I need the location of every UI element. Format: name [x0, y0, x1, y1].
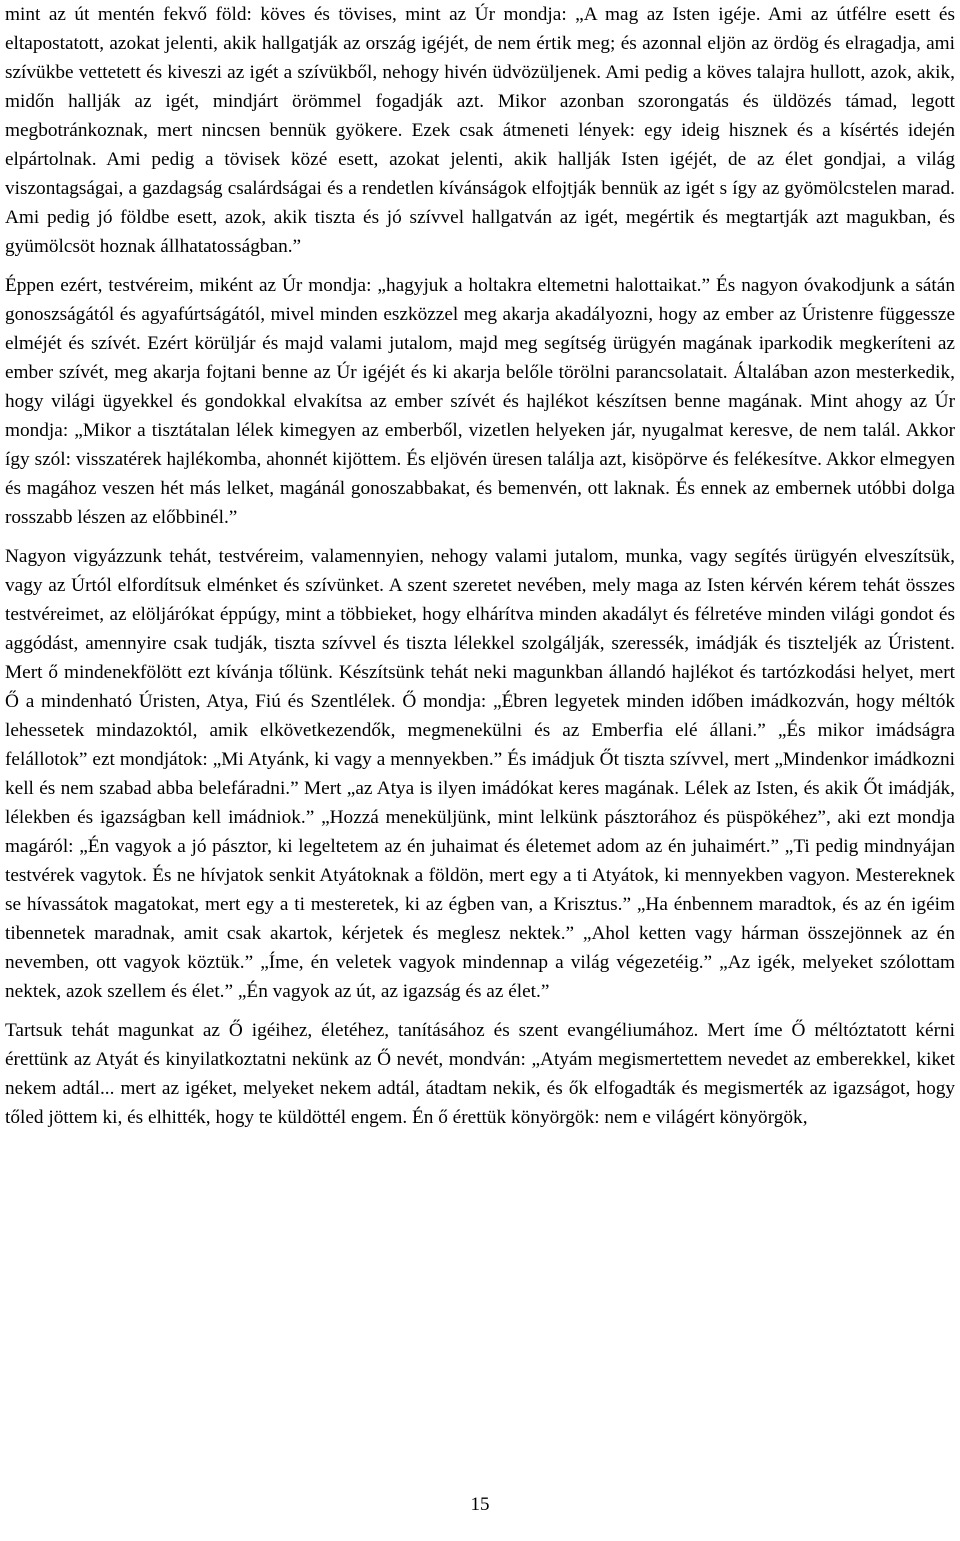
paragraph-3: Nagyon vigyázzunk tehát, testvéreim, valamennyien, nehogy valami jutalom, munka, vagy segítés ürügyén elveszítsük, vagy az Úrtól elfordítsuk elménket és szívünket. A szent szeretet nevében, mely maga az Isten kérvén kérem tehát összes testvéreimet, az elöljárókat éppúgy, mint a többieket, hogy elhárítva minden akadályt és félretéve minden világi gondot és aggódást, amennyire csak tudják, tiszta szívvel és tiszta lélekkel szolgálják, szeressék, imádják és tiszteljék az Úristent. Mert ő mindenekfölött ezt kívánja tőlünk. Készítsünk tehát neki magunkban állandó hajlékot és tartózkodási helyet, mert Ő a mindenható Úristen, Atya, Fiú és Szentlélek. Ő mondja: „Ébren legyetek minden időben imádkozván, hogy méltók lehessetek mindazoktól, amik elkövetkezendők, megmenekülni és az Emberfia elé állani.” „És mikor imádságra felállotok” ezt mondjátok: „Mi Atyánk, ki vagy a mennyekben.” És imádjuk Őt tiszta szívvel, mert „Mindenkor imádkozni kell és nem szabad abba belefáradni.” Mert „az Atya is ilyen imádókat keres magának. Lélek az Isten, és akik Őt imádják, lélekben és igazságban kell imádniok.” „Hozzá meneküljünk, mint lelkünk pásztorához és püspökéhez”, aki ezt mondja magáról: „Én vagyok a jó pásztor, ki legeltetem az én juhaimat és életemet adom az én juhaimért.” „Ti pedig mindnyájan testvérek vagytok. És ne hívjatok senkit Atyátoknak a földön, mert egy a ti Atyátok, ki mennyekben vagyon. Mestereknek se hívassátok magatokat, mert egy a ti mesteretek, ki az égben van, a Krisztus.” „Ha énbennem maradtok, és az én igéim tibennetek maradnak, amit csak akartok, kérjetek és meglesz nektek.” „Ahol ketten vagy hárman összejönnek az én nevemben, ott vagyok köztük.” „Íme, én veletek vagyok mindennap a világ végezetéig.” „Az igék, melyeket szólottam nektek, azok szellem és élet.” „Én vagyok az út, az igazság és az élet.”: [5, 546, 955, 1002]
document-page: [5, 0, 955, 1541]
page-number: 15: [470, 1494, 490, 1515]
paragraph-2: Éppen ezért, testvéreim, miként az Úr mondja: „hagyjuk a holtakra eltemetni halottaikat.” És nagyon óvakodjunk a sátán gonoszságától és agyafúrtságától, mivel minden eszközzel meg akarja akadályozni, hogy az ember az Úristenre függessze elméjét és szívét. Ezért körüljár és majd valami jutalom, majd meg segítség ürügyén magának iparkodik megkeríteni az ember szívét, meg akarja fojtani benne az Úr igéjét és ki akarja belőle törölni parancsolatait. Általában azon mesterkedik, hogy világi ügyekkel és gondokkal elvakítsa az ember szívét és hajlékot készítsen benne magának. Mint ahogy az Úr mondja: „Mikor a tisztátalan lélek kimegyen az emberből, vizetlen helyeken jár, nyugalmat keresve, de nem talál. Akkor így szól: visszatérek hajlékomba, ahonnét kijöttem. És eljövén üresen találja azt, kisöpörve és felékesítve. Akkor elmegyen és magához veszen hét más lelket, magánál gonoszabbakat, és bemenvén, ott laknak. És ennek az embernek utóbbi dolga rosszabb lészen az előbbinél.”: [5, 275, 955, 528]
paragraph-1: mint az út mentén fekvő föld: köves és tövises, mint az Úr mondja: „A mag az Isten igéje. Ami az útfélre esett és eltapostatott, azokat jelenti, akik hallgatják az ország igéjét, de nem értik meg; és azonnal eljön az ördög és elragadja, ami szívükbe vettetett és kiveszi az igét a szívükből, nehogy hivén üdvözüljenek. Ami pedig a köves talajra hullott, azok, akik, midőn hallják az igét, mindjárt örömmel fogadják azt. Mikor azonban szorongatás és üldözés támad, legott megbotránkoznak, mert nincsen bennük gyökere. Ezek csak átmeneti lények: egy ideig hisznek és a kísértés idején elpártolnak. Ami pedig a tövisek közé esett, azokat jelenti, akik hallják Isten igéjét, de az élet gondjai, a világ viszontagságai, a gazdagság csalárdságai és a rendetlen kívánságok elfojtják bennük az igét s így az gyömölcstelen marad. Ami pedig jó földbe esett, azok, akik tiszta és jó szívvel hallgatván az igét, megértik és megtartják azt magukban, és gyümölcsöt hoznak állhatatosságban.”: [5, 4, 955, 257]
paragraph-4: Tartsuk tehát magunkat az Ő igéihez, életéhez, tanításához és szent evangéliumához. Mert íme Ő méltóztatott kérni érettünk az Atyát és kinyilatkoztatni nekünk az Ő nevét, mondván: „Atyám megismertettem nevedet az emberekkel, kiket nekem adtál... mert az igéket, melyeket nekem adtál, átadtam nekik, és ők elfogadták és megismerték az igazságot, hogy tőled jöttem ki, és elhitték, hogy te küldöttél engem. Én ő érettük könyörgök: nem e világért könyörgök,: [5, 1020, 955, 1128]
